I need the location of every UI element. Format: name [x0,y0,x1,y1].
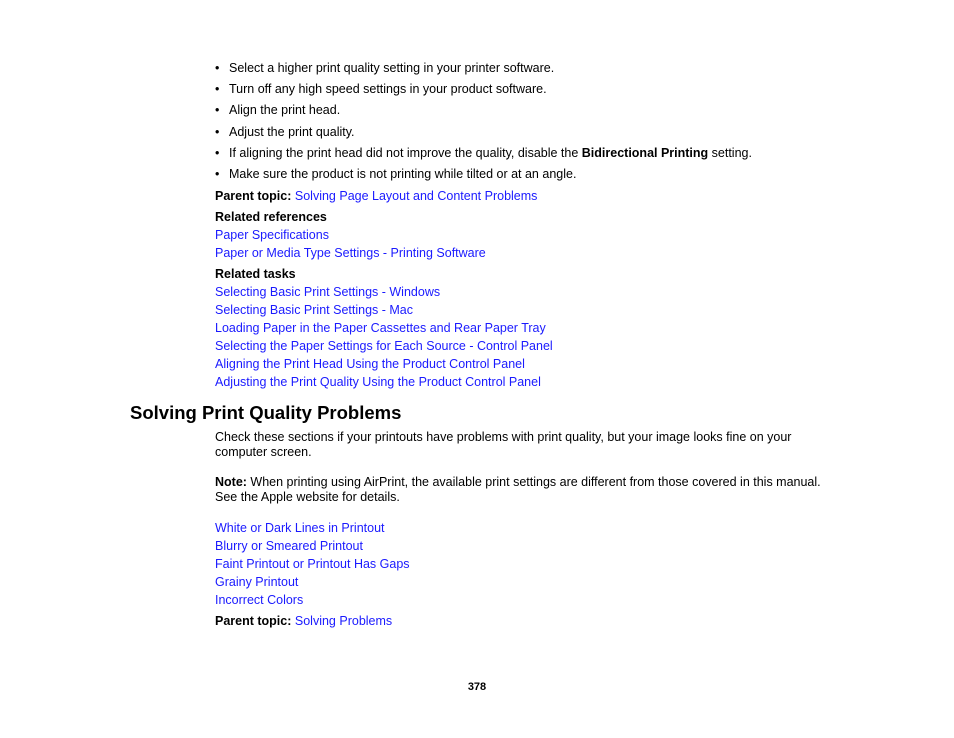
parent-topic-label: Parent topic: [215,189,292,203]
note-paragraph [215,475,830,504]
list-item: • Adjust the print quality. [215,124,355,139]
list-item [215,303,553,318]
link-faint-gaps[interactable]: Faint Printout or Printout Has Gaps [215,557,410,571]
link-loading-paper[interactable]: Loading Paper in the Paper Cassettes and Rear Paper Tray [215,321,546,335]
link-incorrect-colors[interactable]: Incorrect Colors [215,593,304,607]
bullet-glyph: • [215,124,220,139]
list-item: • Turn off any high speed settings in your product software. [215,82,547,97]
link-aligning-print-head[interactable]: Aligning the Print Head Using the Product Control Panel [215,357,525,371]
related-references-heading: Related references [215,210,327,224]
list-item [215,557,410,572]
parent-topic-label: Parent topic: [215,614,292,628]
list-item [215,357,553,372]
list-item [215,575,410,590]
bullet-glyph: • [215,61,220,75]
page-number: 378 [467,681,487,693]
note-label: Note: [215,475,247,489]
related-tasks-heading: Related tasks [215,267,296,281]
link-white-dark-lines[interactable]: White or Dark Lines in Printout [215,521,385,535]
list-item [215,521,410,536]
link-grainy-printout[interactable]: Grainy Printout [215,575,299,589]
tips-bullet-list [215,61,855,188]
bullet-glyph: • [215,145,220,160]
list-item [215,285,553,300]
bullet-glyph: • [215,166,220,181]
section-intro: Check these sections if your printouts have problems with print quality, but your image looks fine on your computer screen. [215,430,792,459]
list-item [215,539,410,554]
list-item: • Align the print head. [215,103,341,118]
list-item [215,246,486,261]
list-item [215,375,553,390]
link-adjusting-print-quality[interactable]: Adjusting the Print Quality Using the Product Control Panel [215,375,541,389]
parent-topic-line [215,614,392,629]
link-paper-specifications[interactable]: Paper Specifications [215,228,329,242]
list-item: • Select a higher print quality setting in your printer software. [215,61,555,75]
list-item: • Make sure the product is not printing while tilted or at an angle. [215,166,577,181]
list-item [215,228,486,243]
related-references-list [215,228,486,264]
setting-name: Bidirectional Printing [581,145,709,160]
link-basic-settings-mac[interactable]: Selecting Basic Print Settings - Mac [215,303,413,317]
link-basic-settings-windows[interactable]: Selecting Basic Print Settings - Windows [215,285,441,299]
bullet-glyph: • [215,82,220,97]
link-paper-settings-source[interactable]: Selecting the Paper Settings for Each Source - Control Panel [215,339,553,353]
link-blurry-smeared[interactable]: Blurry or Smeared Printout [215,539,363,553]
section-title: Solving Print Quality Problems [130,402,402,423]
list-item [215,321,553,336]
list-item: • If aligning the print head did not improve the quality, disable the Bidirectional Printing setting. [215,145,752,160]
bullet-glyph: • [215,103,220,118]
parent-topic-line [215,189,537,204]
note-text: When printing using AirPrint, the available print settings are different from those covered in this manual. See the Apple website for details. [215,475,821,504]
parent-topic-link[interactable]: Solving Page Layout and Content Problems [294,189,538,203]
parent-topic-link[interactable]: Solving Problems [294,614,393,628]
related-tasks-list [215,285,553,393]
list-item [215,339,553,354]
list-item [215,593,410,608]
print-quality-topics-list [215,521,410,611]
link-paper-media-type-settings[interactable]: Paper or Media Type Settings - Printing Software [215,246,486,260]
